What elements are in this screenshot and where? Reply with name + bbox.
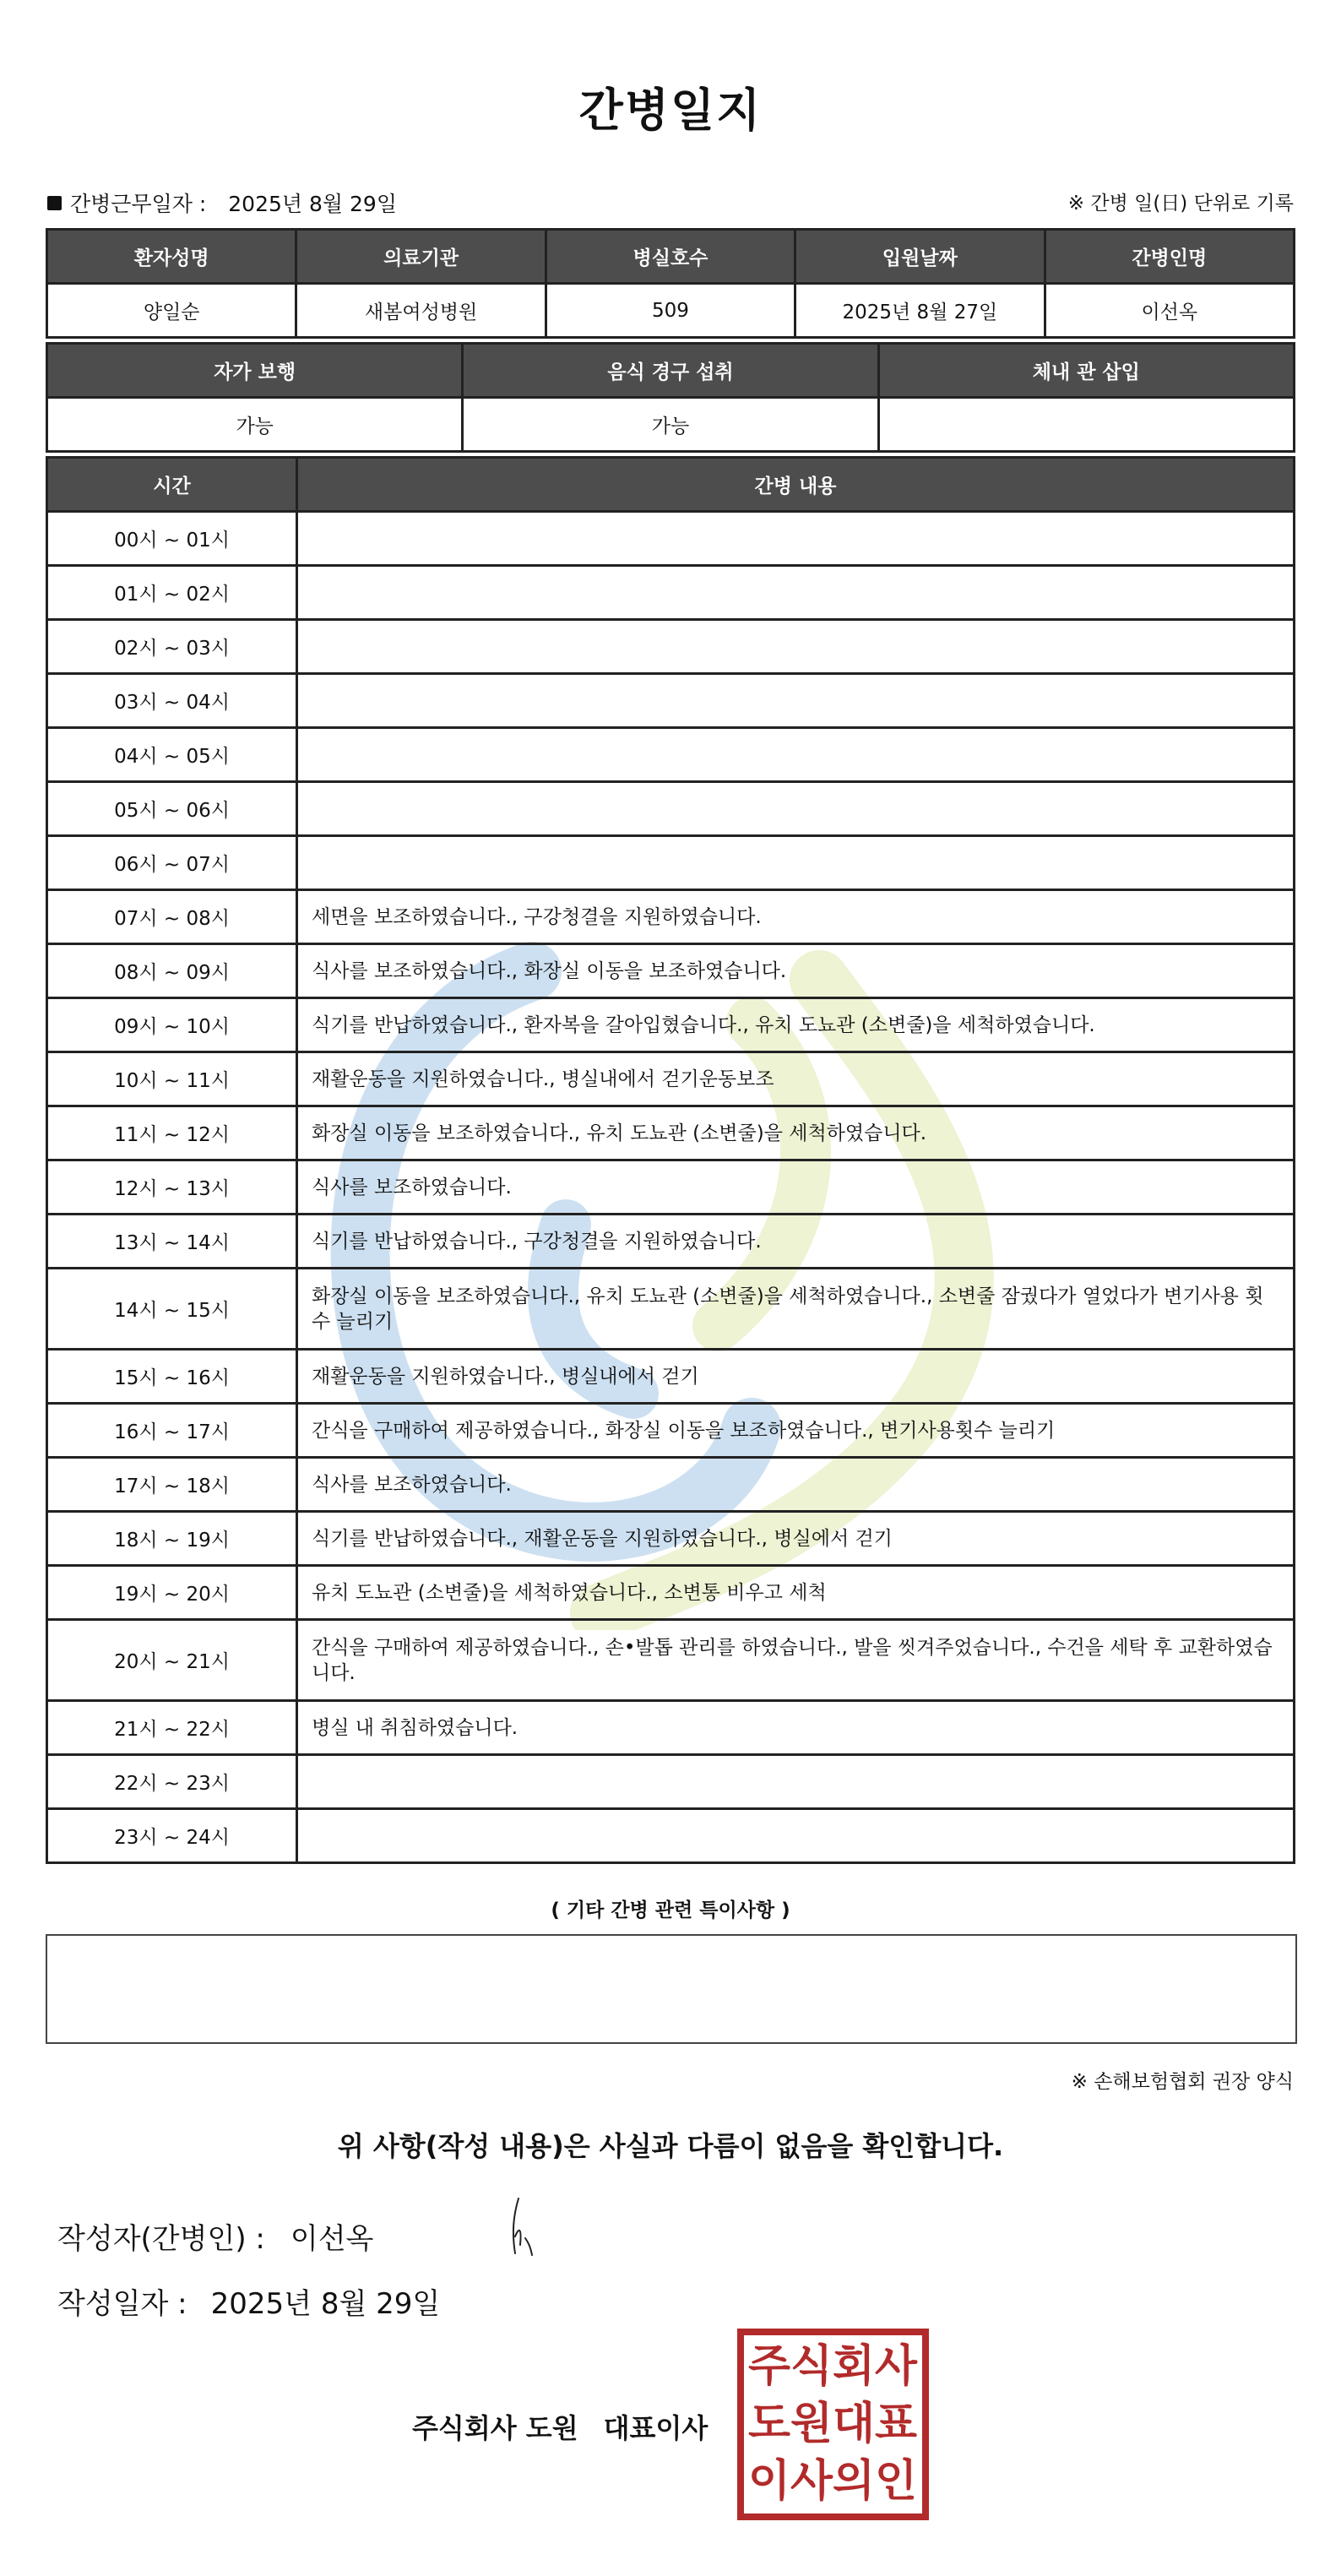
care-log-table: [46, 456, 1295, 1864]
tube-insertion: [878, 398, 1294, 452]
care-log-content: [297, 728, 1295, 782]
care-log-body: [47, 512, 1295, 1863]
care-log-time: 08시 ~ 09시: [47, 944, 297, 998]
care-log-content: [297, 782, 1295, 836]
written-date-line: [57, 2280, 440, 2322]
patient-status-header-row: [47, 344, 1295, 398]
care-log-row: [47, 1701, 1295, 1755]
unit-note: ※ 간병 일(日) 단위로 기록: [1067, 193, 1294, 215]
written-date-label: 작성일자 :: [57, 2287, 187, 2321]
care-log-row: [47, 836, 1295, 890]
care-log-content: [297, 836, 1295, 890]
page-title: 간병일지: [578, 84, 763, 137]
remarks-title: ( 기타 간병 관련 특이사항 ): [551, 1899, 790, 1921]
care-log-row: [47, 620, 1295, 674]
company-title: 대표이사: [603, 2412, 709, 2444]
care-log-row: [47, 1512, 1295, 1566]
header-self-walking: 자가 보행: [47, 344, 463, 398]
signature: [507, 2194, 549, 2262]
care-log-time: 00시 ~ 01시: [47, 512, 297, 566]
care-log-time: 14시 ~ 15시: [47, 1269, 297, 1350]
header-caregiver-name: 간병인명: [1045, 230, 1294, 284]
care-log-content: 식기를 반납하였습니다., 구강청결을 지원하였습니다.: [297, 1215, 1295, 1269]
care-log-time: 04시 ~ 05시: [47, 728, 297, 782]
care-log-content: [297, 620, 1295, 674]
care-log-time: 03시 ~ 04시: [47, 674, 297, 728]
care-log-content: [297, 674, 1295, 728]
confirmation-text: 위 사항(작성 내용)은 사실과 다름이 없음을 확인합니다.: [337, 2130, 1004, 2162]
care-log-row: [47, 728, 1295, 782]
seal-text-line: 이사의인: [748, 2456, 917, 2507]
header-oral-intake: 음식 경구 섭취: [463, 344, 878, 398]
patient-info-value-row: [47, 284, 1295, 338]
care-log-row: [47, 1052, 1295, 1106]
writer-name: 이선옥: [290, 2222, 374, 2256]
care-log-content: 식사를 보조하였습니다.: [297, 1458, 1295, 1512]
care-log-row: [47, 512, 1295, 566]
care-log-row: [47, 1458, 1295, 1512]
care-log-content: 재활운동을 지원하였습니다., 병실내에서 걷기운동보조: [297, 1052, 1295, 1106]
care-log-content: 식사를 보조하였습니다.: [297, 1160, 1295, 1215]
work-date: [47, 187, 397, 218]
written-date-value: 2025년 8월 29일: [210, 2287, 441, 2321]
care-log-row: [47, 566, 1295, 620]
patient-info-header-row: [47, 230, 1295, 284]
care-log-row: [47, 1106, 1295, 1160]
company-name: 주식회사 도원: [412, 2412, 578, 2444]
admission-date: 2025년 8월 27일: [795, 284, 1045, 338]
care-log-content: 식기를 반납하였습니다., 재활운동을 지원하였습니다., 병실에서 걷기: [297, 1512, 1295, 1566]
care-log-time: 09시 ~ 10시: [47, 998, 297, 1052]
care-log-row: [47, 1620, 1295, 1701]
care-log-content: 재활운동을 지원하였습니다., 병실내에서 걷기: [297, 1350, 1295, 1404]
care-log-time: 13시 ~ 14시: [47, 1215, 297, 1269]
header-admission-date: 입원날짜: [795, 230, 1045, 284]
care-log-content: 병실 내 취침하였습니다.: [297, 1701, 1295, 1755]
care-log-row: [47, 890, 1295, 944]
care-log-time: 07시 ~ 08시: [47, 890, 297, 944]
care-log-header-row: [47, 458, 1295, 512]
care-log-row: [47, 782, 1295, 836]
care-log-row: [47, 1269, 1295, 1350]
square-bullet-icon: [47, 196, 62, 210]
patient-name: 양일순: [47, 284, 296, 338]
care-log-content: [297, 512, 1295, 566]
room-number: 509: [546, 284, 795, 338]
care-log-time: 15시 ~ 16시: [47, 1350, 297, 1404]
care-log-time: 01시 ~ 02시: [47, 566, 297, 620]
care-log-row: [47, 1566, 1295, 1620]
care-log-content: [297, 1809, 1295, 1863]
header-patient-name: 환자성명: [47, 230, 296, 284]
seal-text-line: 주식회사: [748, 2341, 918, 2392]
caregiver-name: 이선옥: [1045, 284, 1294, 338]
care-log-row: [47, 1160, 1295, 1215]
care-log-content: 세면을 보조하였습니다., 구강청결을 지원하였습니다.: [297, 890, 1295, 944]
company-line: [412, 2407, 708, 2446]
care-log-row: [47, 674, 1295, 728]
header-time: 시간: [47, 458, 297, 512]
care-log-content: 화장실 이동을 보조하였습니다., 유치 도뇨관 (소변줄)을 세척하였습니다.: [297, 1106, 1295, 1160]
care-log-row: [47, 1809, 1295, 1863]
care-log-content: [297, 566, 1295, 620]
care-log-time: 19시 ~ 20시: [47, 1566, 297, 1620]
writer-label: 작성자(간병인) :: [57, 2222, 265, 2256]
care-log-row: [47, 1350, 1295, 1404]
care-log-time: 05시 ~ 06시: [47, 782, 297, 836]
care-log-row: [47, 1755, 1295, 1809]
care-log-time: 11시 ~ 12시: [47, 1106, 297, 1160]
company-seal: [737, 2329, 929, 2520]
writer-line: [57, 2215, 373, 2257]
care-log-content: 간식을 구매하여 제공하였습니다., 손•발톱 관리를 하였습니다., 발을 씻겨주었습니다., 수건을 세탁 후 교환하였습니다.: [297, 1620, 1295, 1701]
association-note: ※ 손해보험협회 권장 양식: [1071, 2071, 1294, 2093]
care-log-content: 유치 도뇨관 (소변줄)을 세척하였습니다., 소변통 비우고 세척: [297, 1566, 1295, 1620]
care-log-time: 20시 ~ 21시: [47, 1620, 297, 1701]
care-log-content: 식사를 보조하였습니다., 화장실 이동을 보조하였습니다.: [297, 944, 1295, 998]
oral-intake: 가능: [463, 398, 878, 452]
care-log-content: [297, 1755, 1295, 1809]
care-log-row: [47, 944, 1295, 998]
care-log-time: 17시 ~ 18시: [47, 1458, 297, 1512]
care-log-time: 21시 ~ 22시: [47, 1701, 297, 1755]
header-room-number: 병실호수: [546, 230, 795, 284]
header-care-content: 간병 내용: [297, 458, 1295, 512]
care-log-time: 06시 ~ 07시: [47, 836, 297, 890]
care-log-time: 10시 ~ 11시: [47, 1052, 297, 1106]
care-log-row: [47, 1215, 1295, 1269]
care-log-content: 화장실 이동을 보조하였습니다., 유치 도뇨관 (소변줄)을 세척하였습니다., 소변줄 잠궜다가 열었다가 변기사용 횟수 늘리기: [297, 1269, 1295, 1350]
work-date-value: 2025년 8월 29일: [228, 192, 397, 216]
self-walking: 가능: [47, 398, 463, 452]
header-hospital: 의료기관: [296, 230, 546, 284]
care-log-time: 16시 ~ 17시: [47, 1404, 297, 1458]
care-log-content: 식기를 반납하였습니다., 환자복을 갈아입혔습니다., 유치 도뇨관 (소변줄)을 세척하였습니다.: [297, 998, 1295, 1052]
work-date-label: 간병근무일자 :: [70, 192, 207, 216]
seal-text-line: 도원대표: [748, 2399, 917, 2449]
remarks-box: [46, 1934, 1297, 2044]
care-log-time: 02시 ~ 03시: [47, 620, 297, 674]
care-log-row: [47, 998, 1295, 1052]
patient-info-table: [46, 228, 1295, 339]
care-log-time: 12시 ~ 13시: [47, 1160, 297, 1215]
care-log-time: 22시 ~ 23시: [47, 1755, 297, 1809]
care-log-content: 간식을 구매하여 제공하였습니다., 화장실 이동을 보조하였습니다., 변기사용횟수 늘리기: [297, 1404, 1295, 1458]
care-log-time: 18시 ~ 19시: [47, 1512, 297, 1566]
care-log-row: [47, 1404, 1295, 1458]
care-log-time: 23시 ~ 24시: [47, 1809, 297, 1863]
header-tube-insertion: 체내 관 삽입: [878, 344, 1294, 398]
hospital: 새봄여성병원: [296, 284, 546, 338]
patient-status-value-row: [47, 398, 1295, 452]
patient-status-table: [46, 342, 1295, 453]
